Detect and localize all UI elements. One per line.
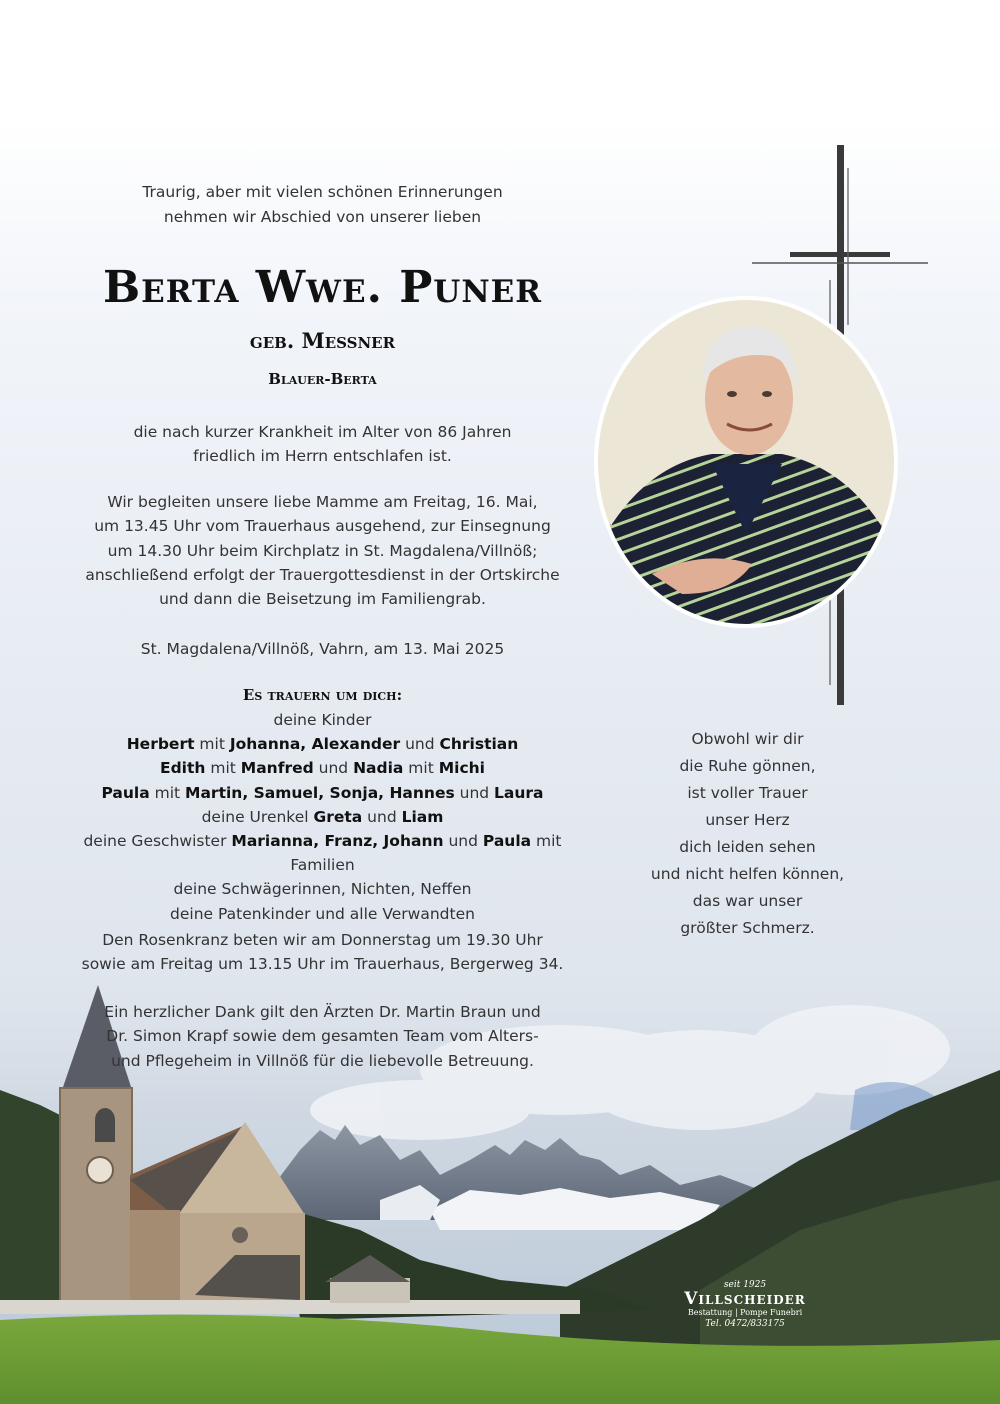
intro-line-1: Traurig, aber mit vielen schönen Erinnerungen [142, 183, 503, 201]
intro-text [70, 180, 575, 230]
mourners-row-2: Edith mit Manfred und Nadia mit Michi [160, 759, 485, 778]
rosary-line-2: sowie am Freitag um 13.15 Uhr im Trauerhaus, Bergerweg 34. [81, 955, 564, 974]
poem [630, 726, 865, 942]
portrait-photo [592, 294, 900, 630]
poem-line-2: die Ruhe gönnen, [679, 757, 816, 775]
logo-phone: Tel. 0472/833175 [705, 1319, 785, 1329]
death-notice-line-2: friedlich im Herrn entschlafen ist. [193, 447, 452, 466]
rosary-line-1: Den Rosenkranz beten wir am Donnerstag um 19.30 Uhr [102, 931, 543, 949]
funeral-line-1: Wir begleiten unsere liebe Mamme am Freitag, 16. Mai, [107, 493, 538, 511]
funeral-line-2: um 13.45 Uhr vom Trauerhaus ausgehend, zur Einsegnung [94, 517, 551, 536]
poem-line-7: das war unser [692, 892, 803, 910]
logo-subtitle: Bestattung | Pompe Funebri [687, 1308, 803, 1317]
funeral-details [70, 490, 575, 611]
mourners-row-1: Herbert mit Johanna, Alexander und Christian [126, 735, 519, 754]
poem-line-8: größter Schmerz. [680, 919, 815, 937]
death-notice [70, 420, 575, 469]
funeral-line-5: und dann die Beisetzung im Familiengrab. [159, 590, 486, 609]
mourners-row-4: deine Urenkel Greta und Liam [201, 807, 444, 826]
mourners-row-7: deine Patenkinder und alle Verwandten [170, 904, 475, 923]
thanks-line-2: Dr. Simon Krapf sowie dem gesamten Team vom Alters- [106, 1027, 539, 1046]
funeral-line-4: anschließend erfolgt der Trauergottesdienst in der Ortskirche [85, 565, 560, 584]
funeral-line-3: um 14.30 Uhr beim Kirchplatz in St. Magdalena/Villnöß; [107, 541, 538, 560]
place-date: St. Magdalena/Villnöß, Vahrn, am 13. Mai 2025 [140, 640, 505, 658]
poem-line-1: Obwohl wir dir [691, 730, 804, 748]
intro-line-2: nehmen wir Abschied von unserer lieben [163, 208, 482, 226]
thanks-line-3: und Pflegeheim in Villnöß für die liebevolle Betreuung. [111, 1051, 534, 1070]
rosary-notice [70, 928, 575, 977]
logo-brand: Villscheider [684, 1289, 806, 1309]
mourners-list [70, 708, 575, 926]
poem-line-4: unser Herz [705, 811, 790, 829]
logo-since: seit 1925 [723, 1280, 767, 1290]
children-label: deine Kinder [273, 711, 372, 729]
poem-line-6: und nicht helfen können, [650, 865, 845, 883]
funeral-home-logo [660, 1280, 830, 1329]
death-notice-line-1: die nach kurzer Krankheit im Alter von 86 Jahren [133, 423, 512, 441]
mourners-row-6: deine Schwägerinnen, Nichten, Neffen [173, 880, 472, 899]
deceased-name: Berta Wwe. Puner [102, 262, 543, 313]
mourners-title: Es trauern um dich: [242, 686, 403, 704]
poem-line-3: ist voller Trauer [687, 784, 808, 802]
mourners-row-5: deine Geschwister Marianna, Franz, Johann und Paula mit Familien [83, 832, 562, 875]
thanks-notice [70, 1000, 575, 1073]
maiden-name: geb. Messner [249, 328, 396, 353]
nickname: Blauer-Berta [268, 370, 377, 388]
thanks-line-1: Ein herzlicher Dank gilt den Ärzten Dr. Martin Braun und [104, 1003, 541, 1021]
poem-line-5: dich leiden sehen [679, 838, 816, 856]
mourners-row-3: Paula mit Martin, Samuel, Sonja, Hannes und Laura [101, 783, 544, 802]
